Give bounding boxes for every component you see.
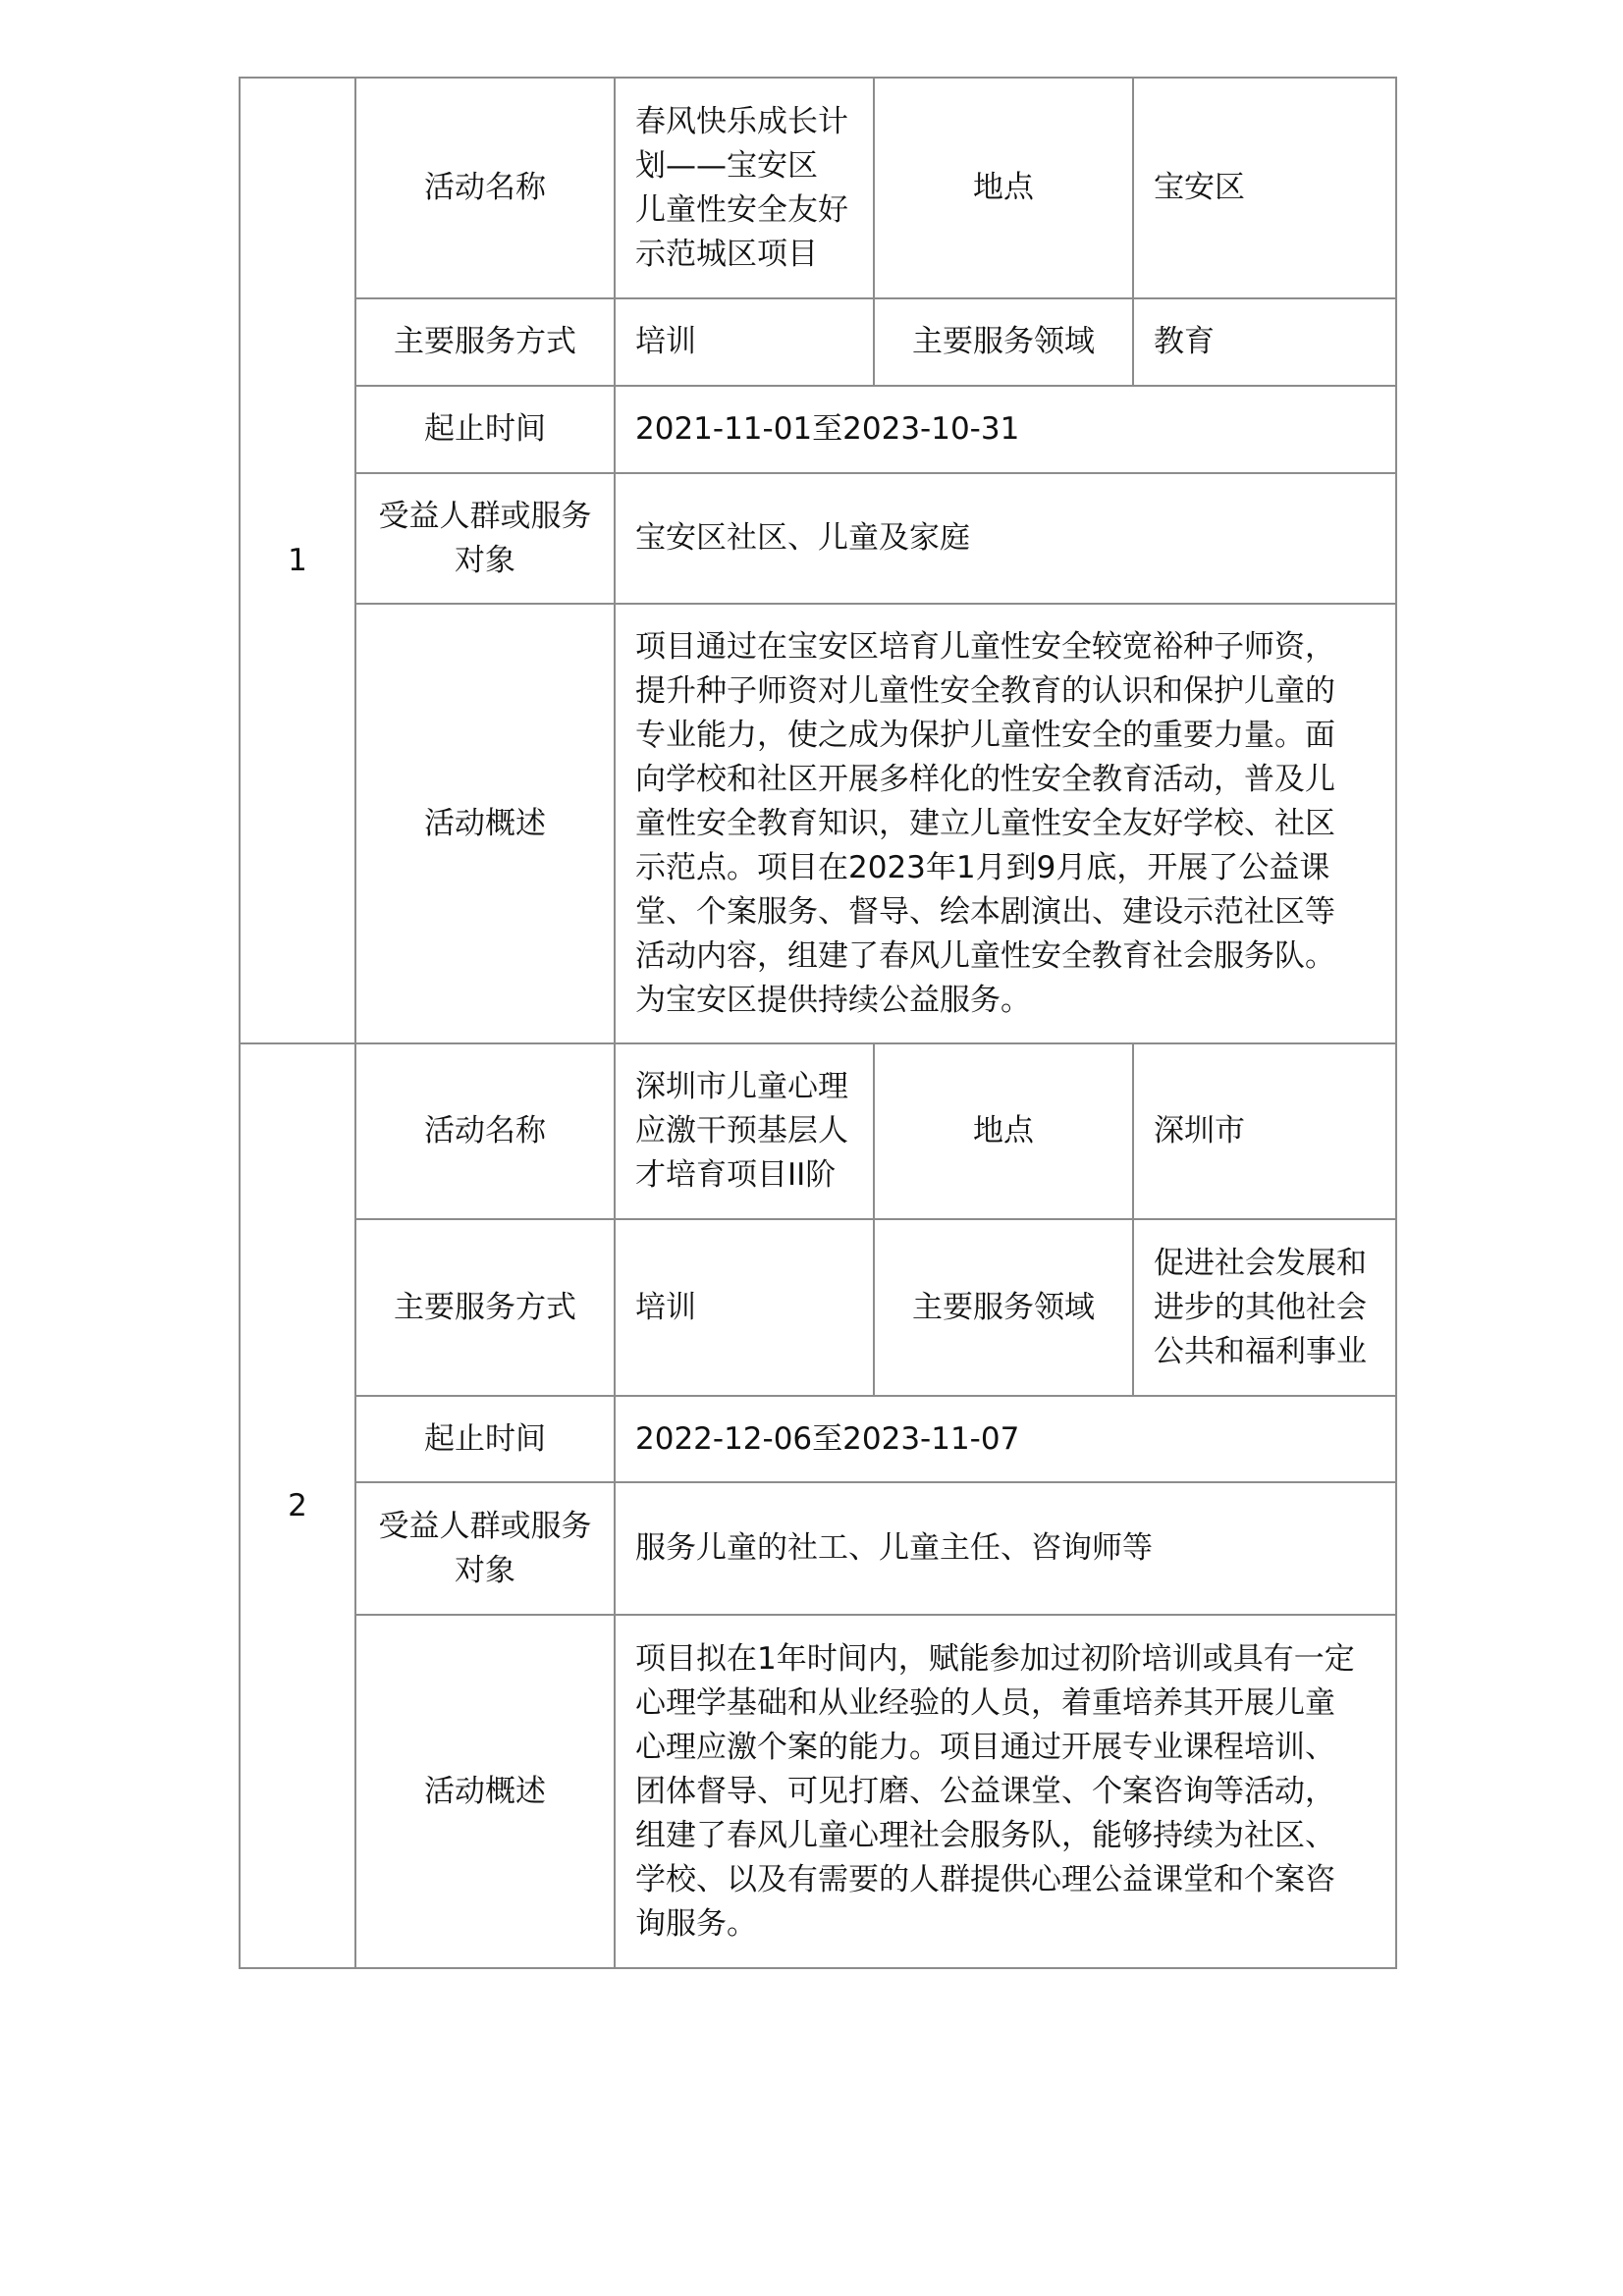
table-row [240, 298, 1396, 386]
beneficiaries-value: 服务儿童的社工、儿童主任、咨询师等 [615, 1482, 1396, 1615]
table-row [240, 604, 1396, 1043]
activity-name-value: 深圳市儿童心理 应激干预基层人 才培育项目II阶 [615, 1043, 874, 1219]
project-index: 1 [240, 78, 355, 1043]
summary-value: 项目通过在宝安区培育儿童性安全较宽裕种子师资， 提升种子师资对儿童性安全教育的认识和保护儿童的 专业能力，使之成为保护儿童性安全的重要力量。面 向学校和社区开展多样化的性安全教育活动，普及儿 童性安全教育知识，建立儿童性安全友好学校、社区 示范点。项目在2023年1月到9月底，开展了公益课 堂、个案服务、督导、绘本剧演出、建设示范社区等 活动内容，组建了春风儿童性安全教育社会服务队。 为宝安区提供持续公益服务。 [615, 604, 1396, 1043]
table-row [240, 78, 1396, 298]
period-label: 起止时间 [355, 1396, 615, 1482]
activities-table [239, 77, 1397, 1969]
location-value: 宝安区 [1133, 78, 1396, 298]
table-row [240, 1043, 1396, 1219]
service-area-value: 促进社会发展和 进步的其他社会 公共和福利事业 [1133, 1219, 1396, 1396]
service-area-value: 教育 [1133, 298, 1396, 386]
period-value: 2021-11-01至2023-10-31 [615, 386, 1396, 473]
activity-name-label: 活动名称 [355, 1043, 615, 1219]
location-value: 深圳市 [1133, 1043, 1396, 1219]
service-mode-value: 培训 [615, 1219, 874, 1396]
summary-label: 活动概述 [355, 1615, 615, 1968]
table-row [240, 386, 1396, 473]
service-area-label: 主要服务领域 [874, 1219, 1133, 1396]
table-row [240, 1615, 1396, 1968]
summary-label: 活动概述 [355, 604, 615, 1043]
service-mode-label: 主要服务方式 [355, 298, 615, 386]
beneficiaries-value: 宝安区社区、儿童及家庭 [615, 473, 1396, 604]
summary-value: 项目拟在1年时间内，赋能参加过初阶培训或具有一定 心理学基础和从业经验的人员，着重培养其开展儿童 心理应激个案的能力。项目通过开展专业课程培训、 团体督导、可见打磨、公益课堂、个案咨询等活动， 组建了春风儿童心理社会服务队，能够持续为社区、 学校、以及有需要的人群提供心理公益课堂和个案咨 询服务。 [615, 1615, 1396, 1968]
activity-name-label: 活动名称 [355, 78, 615, 298]
table-row [240, 473, 1396, 604]
table-row [240, 1482, 1396, 1615]
project-index: 2 [240, 1043, 355, 1968]
location-label: 地点 [874, 78, 1133, 298]
activity-name-value: 春风快乐成长计 划——宝安区 儿童性安全友好 示范城区项目 [615, 78, 874, 298]
period-value: 2022-12-06至2023-11-07 [615, 1396, 1396, 1482]
location-label: 地点 [874, 1043, 1133, 1219]
service-mode-value: 培训 [615, 298, 874, 386]
table-row [240, 1396, 1396, 1482]
beneficiaries-label: 受益人群或服务 对象 [355, 473, 615, 604]
beneficiaries-label: 受益人群或服务 对象 [355, 1482, 615, 1615]
service-mode-label: 主要服务方式 [355, 1219, 615, 1396]
service-area-label: 主要服务领域 [874, 298, 1133, 386]
table-row [240, 1219, 1396, 1396]
period-label: 起止时间 [355, 386, 615, 473]
